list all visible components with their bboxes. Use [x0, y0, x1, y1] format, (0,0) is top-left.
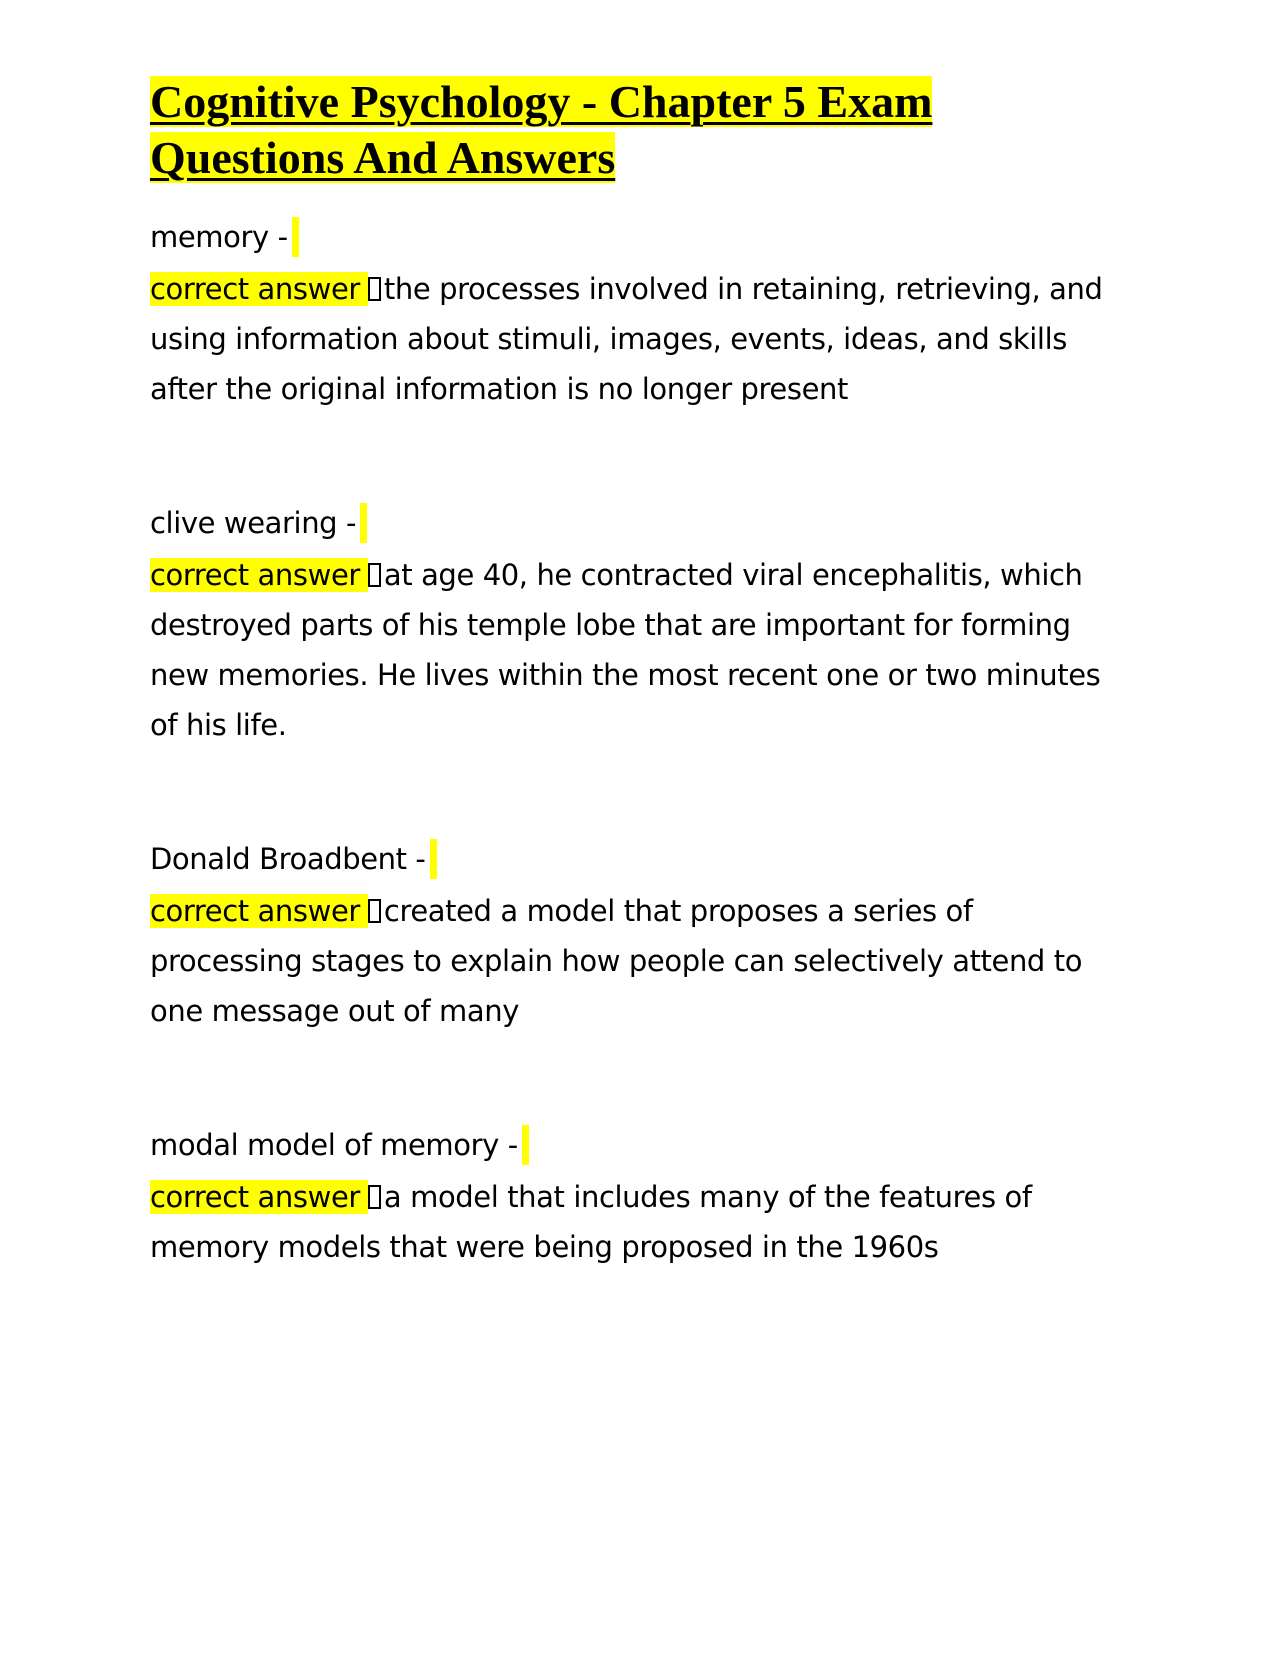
correct-answer-label: correct answer — [150, 1180, 368, 1214]
term-text: Donald Broadbent - — [150, 842, 426, 876]
answer — [150, 264, 1130, 414]
missing-glyph-icon — [368, 899, 381, 923]
term-text: modal model of memory - — [150, 1128, 518, 1162]
document-content — [150, 74, 1130, 1272]
answer-text: created a model that proposes a series of processing stages to explain how people can selectively attend to one message out of many — [150, 894, 1083, 1028]
term-text: clive wearing - — [150, 506, 357, 540]
qa-item — [150, 1120, 1130, 1272]
correct-answer-label: correct answer — [150, 558, 368, 592]
answer-text: a model that includes many of the features of memory models that were being proposed in the 1960s — [150, 1180, 1032, 1264]
answer — [150, 1172, 1130, 1272]
title-line-1: Cognitive Psychology - Chapter 5 Exam — [150, 76, 933, 127]
document-title — [150, 74, 1130, 186]
qa-item — [150, 498, 1130, 750]
answer — [150, 550, 1130, 750]
term — [150, 498, 1130, 550]
missing-glyph-icon — [368, 277, 381, 301]
answer — [150, 886, 1130, 1036]
missing-glyph-icon — [368, 1185, 381, 1209]
term-text: memory - — [150, 220, 288, 254]
missing-glyph-icon — [368, 563, 381, 587]
qa-item — [150, 212, 1130, 414]
qa-item — [150, 834, 1130, 1036]
title-line-2: Questions And Answers — [150, 132, 616, 183]
correct-answer-label: correct answer — [150, 272, 368, 306]
term — [150, 834, 1130, 886]
highlight-mark — [360, 503, 367, 543]
term — [150, 1120, 1130, 1172]
highlight-mark — [522, 1125, 529, 1165]
correct-answer-label: correct answer — [150, 894, 368, 928]
answer-text: at age 40, he contracted viral encephalitis, which destroyed parts of his temple lobe that are important for forming new memories. He lives within the most recent one or two minutes of his life. — [150, 558, 1101, 742]
highlight-mark — [430, 839, 437, 879]
highlight-mark — [292, 217, 299, 257]
answer-text: the processes involved in retaining, retrieving, and using information about stimuli, images, events, ideas, and skills after the original information is no longer present — [150, 272, 1103, 406]
term — [150, 212, 1130, 264]
